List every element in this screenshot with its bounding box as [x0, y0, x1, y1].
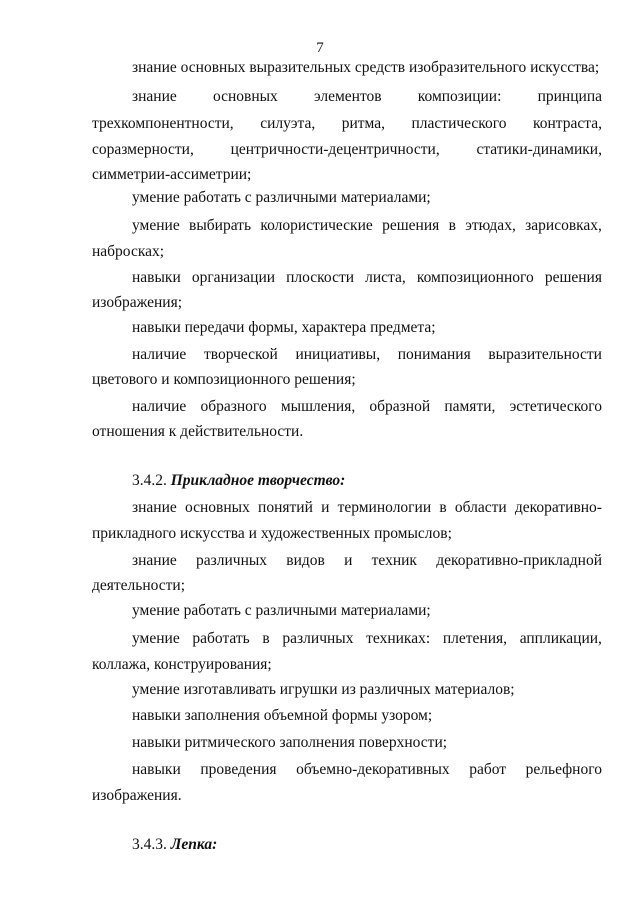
- text-line: навыки заполнения объемной формы узором;: [132, 707, 433, 724]
- word: пластического: [411, 115, 507, 132]
- word: решения: [382, 217, 440, 234]
- word: умение: [132, 630, 180, 647]
- text-line: навыки ритмического заполнения поверхности;: [132, 734, 448, 751]
- word: образного: [200, 398, 267, 415]
- word: принципа: [537, 88, 602, 105]
- word: композиционного: [416, 269, 534, 286]
- word: декоративно-: [514, 499, 602, 516]
- word: выразительности: [488, 346, 602, 363]
- word: зарисовках,: [525, 217, 602, 234]
- word: листа,: [365, 269, 406, 286]
- text-line: изображения.: [92, 787, 182, 804]
- word: понятий: [258, 499, 313, 516]
- word: плоскости: [286, 269, 355, 286]
- word: решения: [544, 269, 602, 286]
- text-line: [132, 760, 602, 780]
- word: основных: [184, 499, 250, 516]
- word: трехкомпонентности,: [92, 115, 234, 132]
- text-line: коллажа, конструирования;: [92, 656, 272, 673]
- word: умение: [132, 217, 180, 234]
- text-line: [92, 114, 602, 134]
- text-line: [132, 397, 602, 417]
- section-number: 3.4.3.: [132, 836, 167, 853]
- word: техниках:: [366, 630, 431, 647]
- word: аппликации,: [519, 630, 602, 647]
- word: композиции:: [417, 88, 502, 105]
- word: работать: [192, 630, 250, 647]
- word: и: [344, 552, 353, 569]
- text-line: умение работать с различными материалами;: [132, 602, 431, 619]
- word: различных: [282, 630, 354, 647]
- section-title: Лепка:: [170, 836, 218, 853]
- word: видов: [286, 552, 325, 569]
- text-line: [132, 345, 602, 365]
- word: центричности-децентричности,: [230, 141, 440, 158]
- section-number: 3.4.2.: [132, 472, 167, 489]
- word: понимания: [397, 346, 471, 363]
- word: навыки: [132, 269, 181, 286]
- word: в: [439, 499, 447, 516]
- text-line: симметрии-ассиметрии;: [92, 166, 252, 183]
- word: терминологии: [337, 499, 432, 516]
- word: силуэта,: [260, 115, 316, 132]
- word: статики-динамики,: [476, 141, 602, 158]
- word: ритма,: [341, 115, 385, 132]
- word: соразмерности,: [92, 141, 194, 158]
- word: знание: [132, 552, 177, 569]
- text-line: [132, 87, 602, 107]
- text-line: [132, 216, 602, 236]
- word: наличие: [132, 398, 187, 415]
- word: знание: [132, 88, 177, 105]
- page-number: 7: [316, 40, 324, 56]
- word: наличие: [132, 346, 187, 363]
- word: и: [321, 499, 330, 516]
- word: эстетического: [509, 398, 602, 415]
- text-line: [132, 498, 602, 518]
- text-line: [132, 551, 602, 571]
- word: колористические: [260, 217, 373, 234]
- word: инициативы,: [295, 346, 381, 363]
- word: мышления,: [280, 398, 356, 415]
- word: рельефного: [525, 761, 602, 778]
- word: декоративно-прикладной: [436, 552, 602, 569]
- word: объемно-декоративных: [296, 761, 450, 778]
- word: в: [262, 630, 270, 647]
- word: основных: [212, 88, 278, 105]
- word: творческой: [203, 346, 278, 363]
- word: контраста,: [533, 115, 602, 132]
- word: этюдах,: [465, 217, 516, 234]
- word: в: [448, 217, 456, 234]
- word: навыки: [132, 761, 181, 778]
- word: элементов: [313, 88, 382, 105]
- text-line: набросках;: [92, 243, 165, 260]
- word: проведения: [200, 761, 277, 778]
- word: области: [454, 499, 507, 516]
- text-line: прикладного искусства и художественных промыслов;: [92, 525, 452, 542]
- text-line: [92, 140, 602, 160]
- text-line: [132, 629, 602, 649]
- word: образной: [369, 398, 431, 415]
- text-line: умение работать с различными материалами;: [132, 189, 431, 206]
- word: плетения,: [442, 630, 508, 647]
- section-title: Прикладное творчество:: [170, 472, 346, 489]
- text-line: навыки передачи формы, характера предмета;: [132, 319, 436, 336]
- word: работ: [469, 761, 507, 778]
- text-line: знание основных выразительных средств изобразительного искусства;: [132, 59, 600, 76]
- text-line: [132, 268, 602, 288]
- text-line: цветового и композиционного решения;: [92, 371, 356, 388]
- word: памяти,: [444, 398, 496, 415]
- word: различных: [196, 552, 268, 569]
- section-heading: [132, 471, 602, 491]
- text-line: деятельности;: [92, 577, 186, 594]
- section-heading: [132, 835, 602, 855]
- text-line: изображения;: [92, 294, 183, 311]
- word: знание: [132, 499, 177, 516]
- word: организации: [191, 269, 276, 286]
- text-line: отношения к действительности.: [92, 423, 304, 440]
- word: техник: [371, 552, 417, 569]
- text-line: умение изготавливать игрушки из различных материалов;: [132, 681, 515, 698]
- word: выбирать: [189, 217, 252, 234]
